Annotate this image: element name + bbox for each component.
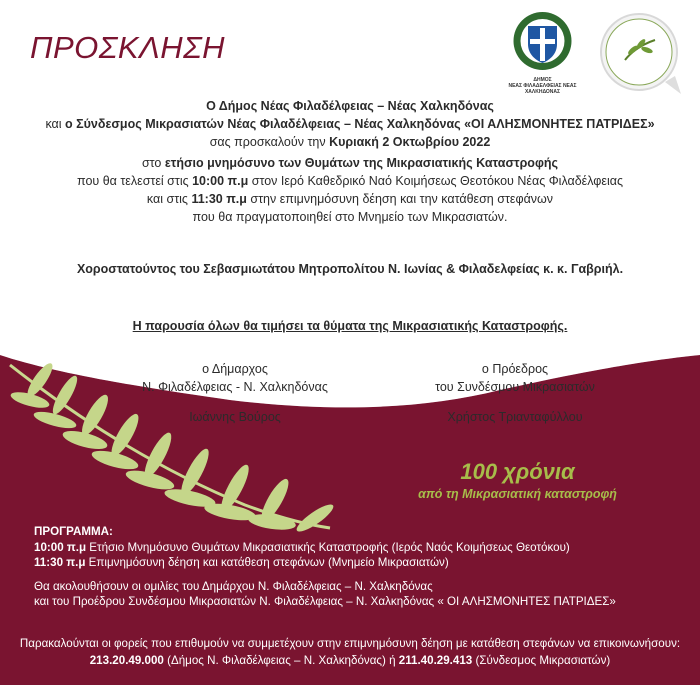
program-item-1-text: Ετήσιο Μνημόσυνο Θυμάτων Μικρασιατικής Καταστροφής (Ιερός Ναός Κοιμήσεως Θεοτόκου) [86,540,570,554]
association-logo [595,10,687,100]
footer-line-1: Παρακαλούνται οι φορείς που επιθυμούν να συμμετέχουν στην επιμνημόσυνη δέηση με κατάθεση στεφάνων να επικοινωνήσουν: [19,637,681,650]
phone-municipality: 213.20.49.000 [89,653,164,667]
invitation-line-5-post: στον Ιερό Καθεδρικό Ναό Κοιμήσεως Θεοτόκου Νέας Φιλαδέλφειας [248,174,623,189]
invitation-line-4-pre: στο [141,156,165,171]
invitation-text [0,98,700,227]
speeches-line-2: και του Προέδρου Συνδέσμου Μικρασιατών Ν. Φιλαδέλφειας – Ν. Χαλκηδόνας « ΟΙ ΑΛΗΣΜΟΝΗΤΕΣ ΠΑΤΡΙΔΕΣ» [34,595,616,608]
program-item-1 [34,540,684,556]
page-title: ΠΡΟΣΚΛΗΣΗ [30,30,226,65]
footer-line-2 [0,653,700,670]
president-name: Χρήστος Τριανταφύλλου [447,410,583,424]
phone-municipality-label: (Δήμος Ν. Φιλαδέλφειας – Ν. Χαλκηδόνας) ή [163,653,399,667]
association-seal-icon [595,10,687,95]
time-2: 11:30 π.μ [191,191,247,206]
invitation-line-7: που θα πραγματοποιηθεί στο Μνημείο των Μικρασιατών. [192,209,508,224]
greek-coat-of-arms-icon [500,10,585,72]
municipality-caption-1: ΔΗΜΟΣ [533,77,552,83]
program-item-1-time: 10:00 π.μ [34,540,87,554]
time-1: 10:00 π.μ [192,174,249,189]
anniversary-small: από τη Μικρασιατική καταστροφή [418,487,617,501]
invitation-line-2-pre: και [45,116,66,131]
municipality-caption-2: ΝΕΑΣ ΦΙΛΑΔΕΛΦΕΙΑΣ ΝΕΑΣ ΧΑΛΚΗΔΟΝΑΣ [508,83,577,95]
footer-contact [0,636,700,669]
anniversary-big: 100 χρόνια [460,459,575,484]
phone-association: 211.40.29.413 [398,653,473,667]
invitation-line-4-bold: ετήσιο μνημόσυνο των Θυμάτων της Μικρασιατικής Καταστροφής [164,156,559,171]
program-item-2-time: 11:30 π.μ [34,556,86,569]
invitation-line-6-post: στην επιμνημόσυνη δέηση και την κατάθεση στεφάνων [246,191,554,206]
invitation-line-2 [0,116,700,134]
invitation-line-3-pre: σας προσκαλούν την [209,134,330,149]
invitation-line-5 [0,173,700,191]
phone-association-label: (Σύνδεσμος Μικρασιατών) [472,653,611,667]
signature-president [390,360,640,426]
invitation-line-4 [0,155,700,173]
president-org: του Συνδέσμου Μικρασιατών [435,380,595,394]
honor-line: Η παρουσία όλων θα τιμήσει τα θύματα της Μικρασιατικής Καταστροφής. [132,319,568,333]
program-item-2 [34,555,684,571]
mayor-name: Ιωάννης Βούρος [189,410,281,424]
invitation-line-1: Ο Δήμος Νέας Φιλαδέλφειας – Νέας Χαλκηδόνας [206,99,494,113]
municipality-logo [500,10,585,95]
anniversary-badge [365,458,670,502]
program-section [34,524,684,610]
invitation-line-6-pre: και στις [146,191,192,206]
speeches-line-1: Θα ακολουθήσουν οι ομιλίες του Δημάρχου Ν. Φιλαδέλφειας – Ν. Χαλκηδόνας [34,579,433,593]
program-item-2-text: Επιμνημόσυνη δέηση και κατάθεση στεφάνων (Μνημείο Μικρασιατών) [85,556,449,569]
program-heading: ΠΡΟΓΡΑΜΜΑ: [34,525,113,538]
invitation-line-6 [0,191,700,209]
invitation-line-2-bold: ο Σύνδεσμος Μικρασιατών Νέας Φιλαδέλφειας – Νέας Χαλκηδόνας «ΟΙ ΑΛΗΣΜΟΝΗΤΕΣ ΠΑΤΡΙΔΕΣ» [65,116,655,131]
presiding-line: Χοροστατούντος του Σεβασμιωτάτου Μητροπολίτου Ν. Ιωνίας & Φιλαδελφείας κ. κ. Γαβριήλ. [76,262,624,276]
invitation-line-5-pre: που θα τελεστεί στις [77,174,193,189]
invitation-line-3 [0,134,700,152]
president-role: ο Πρόεδρος [481,362,549,376]
signature-mayor [100,360,370,426]
mayor-role: ο Δήμαρχος [202,362,268,376]
mayor-org: Ν. Φιλαδέλφειας - Ν. Χαλκηδόνας [142,380,328,394]
event-date: Κυριακή 2 Οκτωβρίου 2022 [329,134,491,149]
